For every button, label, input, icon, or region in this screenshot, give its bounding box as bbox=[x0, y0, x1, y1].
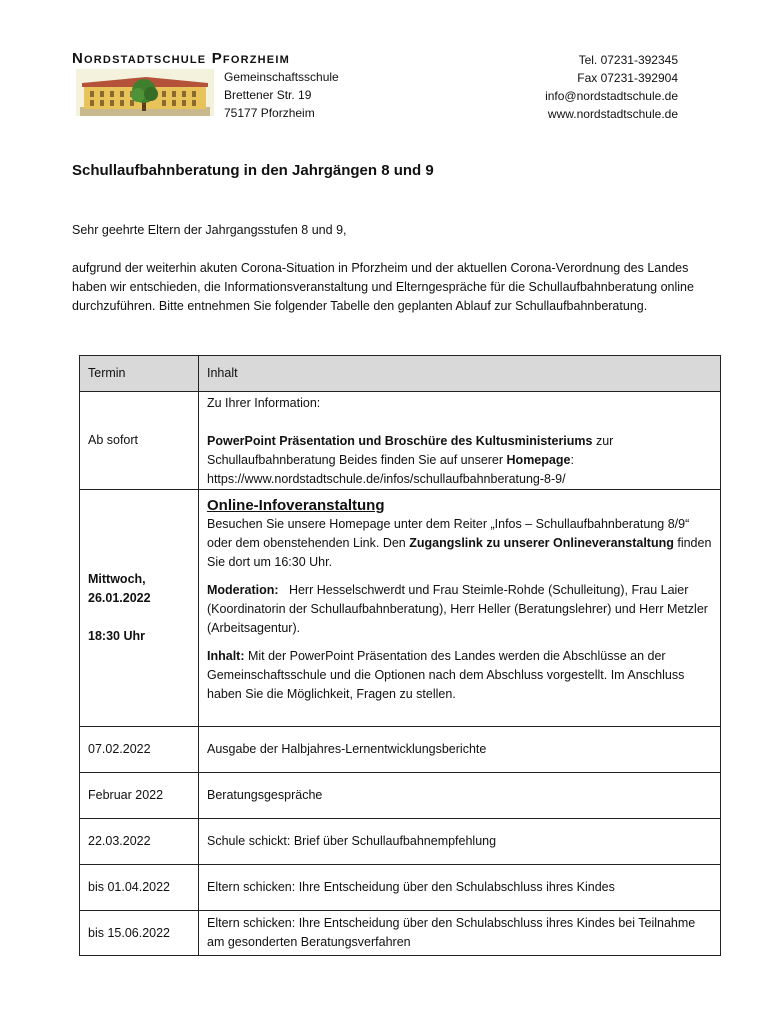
header-inhalt: Inhalt bbox=[199, 356, 721, 392]
document-title: Schullaufbahnberatung in den Jahrgängen 8 und 9 bbox=[72, 162, 434, 179]
moderation-text: Herr Hesselschwerdt und Frau Steimle-Rohde (Schulleitung), Frau Laier (Koordinatorin der Schullaufbahnberatung), Herr Heller (Beratungslehrer) und Herr Metzler (Arbeitsagentur). bbox=[207, 583, 712, 635]
event-day: Mittwoch, bbox=[88, 572, 146, 586]
info-label: Zu Ihrer Information: bbox=[207, 396, 321, 410]
address-line: Brettener Str. 19 bbox=[224, 88, 312, 102]
schedule-table bbox=[79, 355, 721, 956]
termin-cell: Februar 2022 bbox=[80, 773, 199, 819]
termin-cell: bis 01.04.2022 bbox=[80, 865, 199, 911]
inhalt-cell: Schule schickt: Brief über Schullaufbahnempfehlung bbox=[199, 819, 721, 865]
inhalt-cell: Beratungsgespräche bbox=[199, 773, 721, 819]
email-address: info@nordstadtschule.de bbox=[545, 89, 678, 103]
event-time: 18:30 Uhr bbox=[88, 629, 145, 643]
resource-text bbox=[207, 432, 712, 470]
table-header-row bbox=[80, 356, 721, 392]
resource-text-part: zur Schullaufbahnberatung Beides finden Sie auf unserer bbox=[207, 434, 614, 467]
access-text-end: finden Sie dort um 16:30 Uhr. bbox=[207, 536, 712, 569]
inhalt-cell bbox=[199, 490, 721, 727]
table-row bbox=[80, 392, 721, 490]
table-row bbox=[80, 727, 721, 773]
inhalt-cell: Ausgabe der Halbjahres-Lernentwicklungsberichte bbox=[199, 727, 721, 773]
address-line: Gemeinschaftsschule bbox=[224, 70, 339, 84]
homepage-bold: Homepage bbox=[506, 453, 571, 467]
access-link-bold: Zugangslink zu unserer Onlineveranstaltung bbox=[409, 536, 674, 550]
inhalt-cell bbox=[199, 392, 721, 490]
school-building-logo bbox=[76, 69, 214, 116]
content-paragraph bbox=[207, 647, 712, 704]
table-row bbox=[80, 490, 721, 727]
header-termin: Termin bbox=[80, 356, 199, 392]
homepage-link[interactable]: https://www.nordstadtschule.de/infos/schullaufbahnberatung-8-9/ bbox=[207, 472, 566, 486]
fax-number: Fax 07231-392904 bbox=[577, 71, 678, 85]
termin-cell bbox=[80, 490, 199, 727]
moderation-label: Moderation: bbox=[207, 583, 279, 597]
resource-bold: PowerPoint Präsentation und Broschüre des Kultusministeriums bbox=[207, 434, 593, 448]
content-text: Mit der PowerPoint Präsentation des Landes werden die Abschlüsse an der Gemeinschaftsschule und die Optionen nach dem Abschluss vorgestellt. Im Anschluss haben Sie die Möglichkeit, Fragen zu stellen. bbox=[207, 649, 685, 701]
termin-cell: Ab sofort bbox=[80, 392, 199, 490]
table-row bbox=[80, 911, 721, 956]
access-text: Besuchen Sie unsere Homepage unter dem Reiter „Infos – Schullaufbahnberatung 8/9“ oder dem obenstehenden Link. Den bbox=[207, 517, 690, 550]
address-line: 75177 Pforzheim bbox=[224, 106, 315, 120]
inhalt-cell: Eltern schicken: Ihre Entscheidung über den Schulabschluss ihres Kindes bei Teilnahme am gesonderten Beratungsverfahren bbox=[199, 911, 721, 956]
event-date: 26.01.2022 bbox=[88, 591, 151, 605]
inhalt-cell: Eltern schicken: Ihre Entscheidung über den Schulabschluss ihres Kindes bbox=[199, 865, 721, 911]
table-row bbox=[80, 865, 721, 911]
termin-cell: 07.02.2022 bbox=[80, 727, 199, 773]
content-label: Inhalt: bbox=[207, 649, 245, 663]
school-name: Nordstadtschule Pforzheim bbox=[72, 50, 290, 67]
event-heading: Online-Infoveranstaltung bbox=[207, 497, 385, 514]
table-row bbox=[80, 819, 721, 865]
termin-cell: 22.03.2022 bbox=[80, 819, 199, 865]
event-access-paragraph bbox=[207, 515, 712, 572]
table-row bbox=[80, 773, 721, 819]
website-url: www.nordstadtschule.de bbox=[547, 107, 678, 121]
school-address bbox=[224, 68, 339, 122]
intro-paragraph: aufgrund der weiterhin akuten Corona-Situation in Pforzheim und der aktuellen Corona-Verordnung des Landes haben wir entschieden, die Informationsveranstaltung und Elterngespräche für die Schullaufbahnberatung online durchzuführen. Bitte entnehmen Sie folgender Tabelle den geplanten Ablauf zur Schullaufbahnberatung. bbox=[72, 261, 694, 313]
salutation: Sehr geehrte Eltern der Jahrgangsstufen 8 und 9, bbox=[72, 223, 347, 237]
school-contact bbox=[545, 51, 678, 123]
phone-number: Tel. 07231-392345 bbox=[578, 53, 678, 67]
termin-cell: bis 15.06.2022 bbox=[80, 911, 199, 956]
moderation-paragraph bbox=[207, 581, 712, 638]
resource-colon: : bbox=[570, 453, 574, 467]
